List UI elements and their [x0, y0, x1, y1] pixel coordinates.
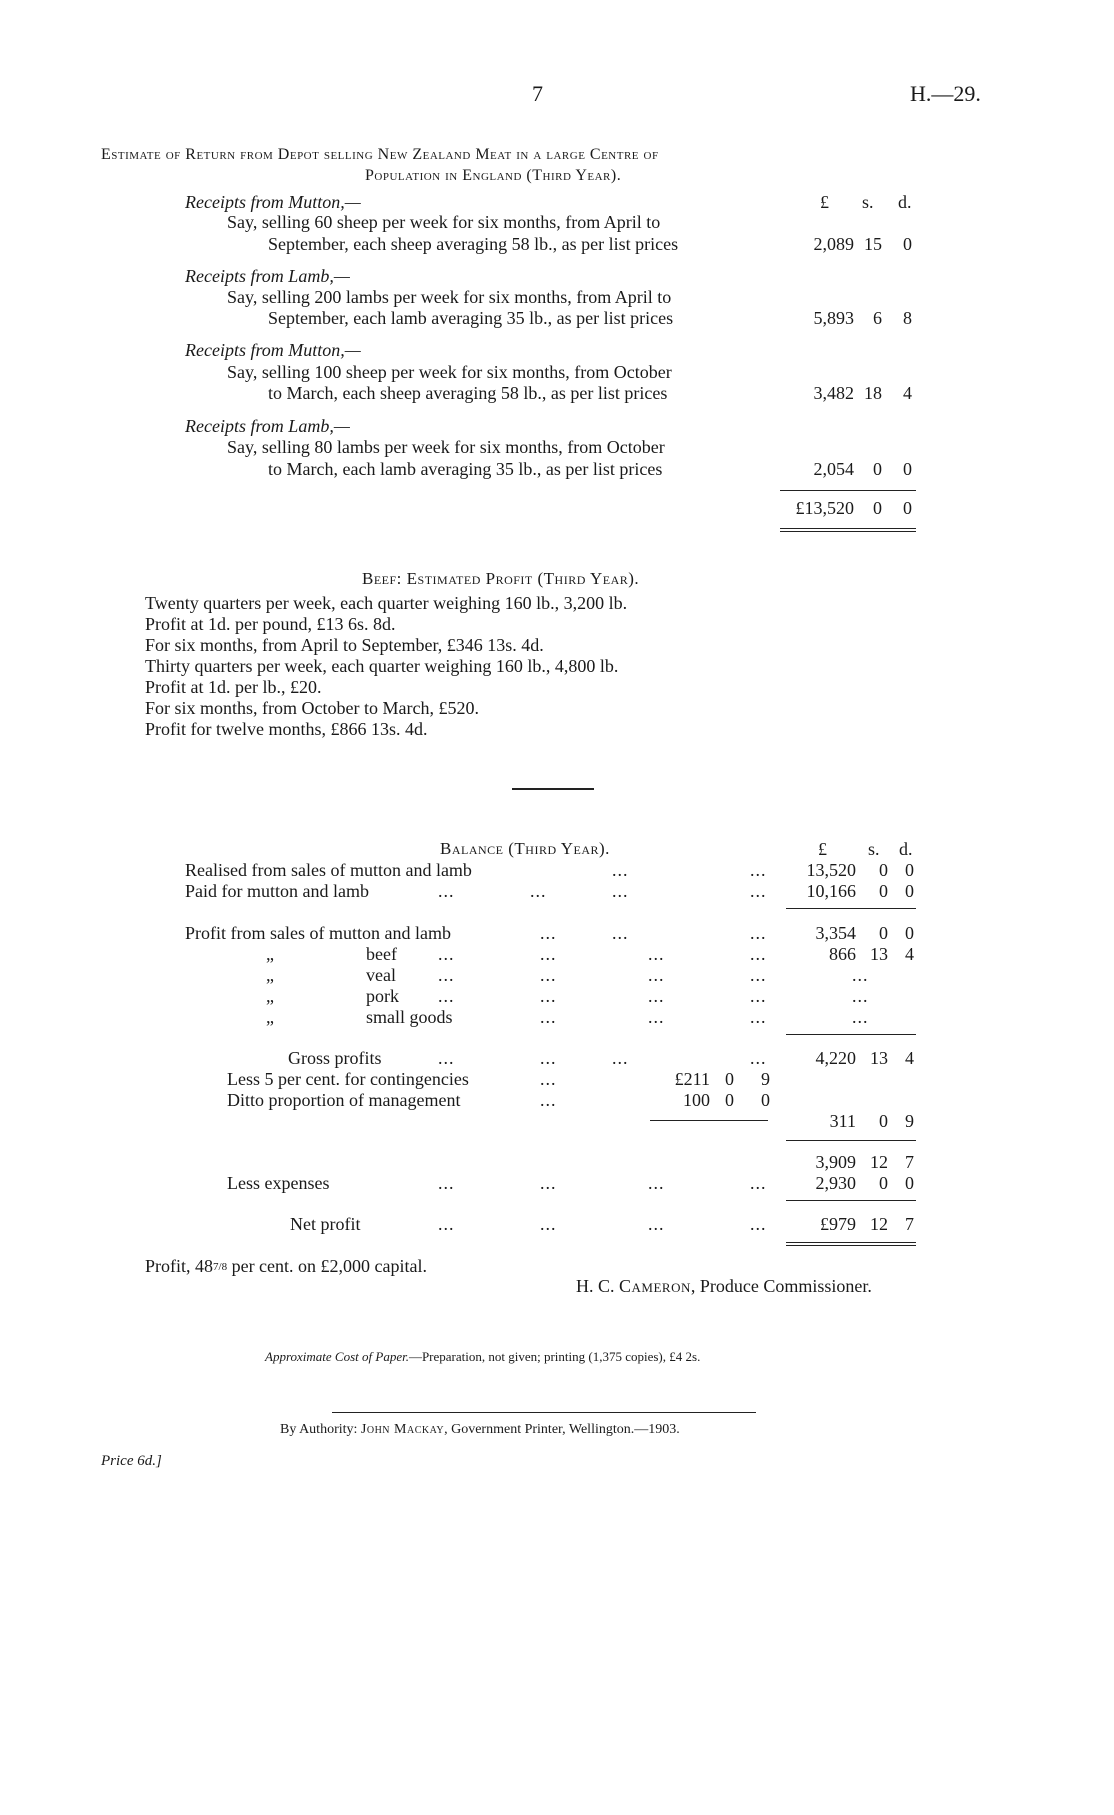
ditto-mark: „: [266, 944, 274, 964]
profit-mutton-lamb-shillings: 0: [879, 923, 888, 943]
pork-value: ...: [852, 986, 869, 1006]
contingencies-pence: 9: [761, 1069, 770, 1089]
section-pence: 4: [903, 383, 912, 403]
contingencies-label: Less 5 per cent. for contingencies: [227, 1069, 469, 1089]
pork-label: pork: [366, 986, 399, 1006]
leader-dots: ...: [750, 923, 767, 943]
beef-line: Twenty quarters per week, each quarter weighing 160 lb., 3,200 lb.: [145, 593, 628, 613]
section-heading: Receipts from Mutton,—: [185, 340, 361, 360]
leader-dots: ...: [530, 881, 547, 901]
beef-line: Profit at 1d. per pound, £13 6s. 8d.: [145, 614, 396, 634]
estimate-total-rule: [780, 490, 916, 491]
leader-dots: ...: [648, 944, 665, 964]
leader-dots: ...: [750, 1048, 767, 1068]
beef-title: Beef: Estimated Profit (Third Year).: [362, 569, 640, 588]
signature-name: Cameron: [619, 1276, 691, 1296]
leader-dots: ...: [750, 986, 767, 1006]
leader-dots: ...: [540, 944, 557, 964]
leader-dots: ...: [612, 1048, 629, 1068]
leader-dots: ...: [540, 965, 557, 985]
beef-line: For six months, from April to September, £346 13s. 4d.: [145, 635, 544, 655]
estimate-total-shillings: 0: [873, 498, 882, 518]
leader-dots: ...: [438, 1214, 455, 1234]
leader-dots: ...: [750, 944, 767, 964]
leader-dots: ...: [438, 965, 455, 985]
management-pounds: 100: [683, 1090, 710, 1110]
estimate-title-line-2: Population in England (Third Year).: [365, 167, 622, 184]
estimate-col-pounds: £: [820, 192, 829, 212]
footer-rule: [332, 1412, 756, 1413]
leader-dots: ...: [750, 965, 767, 985]
section-shillings: 15: [864, 234, 882, 254]
leader-dots: ...: [750, 1007, 767, 1027]
profit-pct-suffix: per cent. on £2,000 capital.: [227, 1256, 428, 1276]
net-profit-pounds: £979: [820, 1214, 856, 1234]
leader-dots: ...: [540, 923, 557, 943]
realised-label: Realised from sales of mutton and lamb: [185, 860, 472, 880]
section-pounds: 3,482: [813, 383, 854, 403]
leader-dots: ...: [612, 881, 629, 901]
subtotal-rule: [786, 908, 916, 909]
leader-dots: ...: [438, 986, 455, 1006]
section-line: Say, selling 60 sheep per week for six months, from April to: [227, 212, 661, 232]
paid-pounds: 10,166: [806, 881, 856, 901]
leader-dots: ...: [750, 881, 767, 901]
section-heading: Receipts from Lamb,—: [185, 266, 350, 286]
leader-dots: ...: [438, 944, 455, 964]
expenses-pounds: 2,930: [815, 1173, 856, 1193]
profit-percentage: [145, 1256, 427, 1277]
contingencies-shillings: 0: [725, 1069, 734, 1089]
paid-shillings: 0: [879, 881, 888, 901]
leader-dots: ...: [540, 1090, 557, 1110]
signature: [576, 1276, 872, 1296]
ditto-mark: „: [266, 986, 274, 1006]
realised-shillings: 0: [879, 860, 888, 880]
section-line: to March, each lamb averaging 35 lb., as per list prices: [268, 459, 663, 479]
leader-dots: ...: [438, 881, 455, 901]
leader-dots: ...: [540, 1048, 557, 1068]
beef-label: beef: [366, 944, 397, 964]
veal-value: ...: [852, 965, 869, 985]
cost-label: Approximate Cost of Paper.: [265, 1349, 409, 1364]
estimate-col-pence: d.: [898, 192, 912, 212]
cost-of-paper: [265, 1347, 700, 1367]
gross-pence: 4: [905, 1048, 914, 1068]
subtotal-shillings: 12: [870, 1152, 888, 1172]
profit-mutton-lamb-pence: 0: [905, 923, 914, 943]
section-pounds: 2,089: [813, 234, 854, 254]
balance-col-pence: d.: [899, 839, 913, 859]
leader-dots: ...: [648, 986, 665, 1006]
realised-pence: 0: [905, 860, 914, 880]
subtotal-rule-2: [786, 1140, 916, 1141]
section-pence: 0: [903, 234, 912, 254]
section-pence: 8: [903, 308, 912, 328]
leader-dots: ...: [540, 986, 557, 1006]
leader-dots: ...: [648, 1173, 665, 1193]
leader-dots: ...: [750, 1173, 767, 1193]
leader-dots: ...: [648, 1007, 665, 1027]
signature-initials: H. C.: [576, 1276, 620, 1296]
gross-rule: [786, 1034, 916, 1035]
estimate-total-pence: 0: [903, 498, 912, 518]
section-pence: 0: [903, 459, 912, 479]
authority-suffix: , Government Printer, Wellington.—1903.: [444, 1422, 680, 1437]
printer-name: John Mackay: [360, 1422, 445, 1437]
estimate-title-line-1: Estimate of Return from Depot selling New Zealand Meat in a large Centre of: [101, 146, 659, 163]
realised-pounds: 13,520: [806, 860, 856, 880]
section-shillings: 6: [873, 308, 882, 328]
estimate-total-pounds: £13,520: [795, 498, 854, 518]
beef-pounds: 866: [829, 944, 856, 964]
leader-dots: ...: [540, 1007, 557, 1027]
expenses-pence: 0: [905, 1173, 914, 1193]
net-rule: [786, 1200, 916, 1201]
deductions-pence: 9: [905, 1111, 914, 1131]
page-number: 7: [532, 81, 543, 106]
management-shillings: 0: [725, 1090, 734, 1110]
leader-dots: ...: [438, 1173, 455, 1193]
section-line: Say, selling 80 lambs per week for six months, from October: [227, 437, 665, 457]
price: Price 6d.]: [101, 1453, 162, 1469]
deductions-shillings: 0: [879, 1111, 888, 1131]
gross-label: Gross profits: [288, 1048, 382, 1068]
beef-shillings: 13: [870, 944, 888, 964]
balance-col-pounds: £: [818, 839, 827, 859]
deductions-pounds: 311: [829, 1111, 856, 1131]
section-line: September, each sheep averaging 58 lb., as per list prices: [268, 234, 679, 254]
profit-pct-prefix: Profit, 48: [145, 1256, 214, 1276]
leader-dots: ...: [540, 1069, 557, 1089]
profit-mutton-lamb-label: Profit from sales of mutton and lamb: [185, 923, 451, 943]
gross-pounds: 4,220: [815, 1048, 856, 1068]
profit-mutton-lamb-pounds: 3,354: [815, 923, 856, 943]
paid-label: Paid for mutton and lamb: [185, 881, 369, 901]
ditto-mark: „: [266, 965, 274, 985]
leader-dots: ...: [540, 1173, 557, 1193]
authority-prefix: By Authority:: [280, 1422, 361, 1437]
leader-dots: ...: [750, 1214, 767, 1234]
net-profit-double-rule: [786, 1242, 916, 1246]
management-label: Ditto proportion of management: [227, 1090, 461, 1110]
balance-title: Balance (Third Year).: [440, 839, 610, 858]
expenses-label: Less expenses: [227, 1173, 330, 1193]
expenses-shillings: 0: [879, 1173, 888, 1193]
subtotal-pounds: 3,909: [815, 1152, 856, 1172]
leader-dots: ...: [750, 860, 767, 880]
beef-line: For six months, from October to March, £520.: [145, 698, 479, 718]
leader-dots: ...: [612, 923, 629, 943]
beef-pence: 4: [905, 944, 914, 964]
estimate-col-shillings: s.: [862, 192, 874, 212]
leader-dots: ...: [540, 1214, 557, 1234]
section-heading: Receipts from Mutton,—: [185, 192, 361, 212]
section-line: Say, selling 200 lambs per week for six months, from April to: [227, 287, 672, 307]
net-profit-label: Net profit: [290, 1214, 361, 1234]
small-goods-label: small goods: [366, 1007, 453, 1027]
section-line: Say, selling 100 sheep per week for six months, from October: [227, 362, 672, 382]
document-reference: H.—29.: [910, 81, 981, 106]
estimate-total-double-rule: [780, 528, 916, 532]
balance-col-shillings: s.: [868, 839, 880, 859]
section-pounds: 5,893: [813, 308, 854, 328]
cost-text: —Preparation, not given; printing (1,375 copies), £4 2s.: [408, 1349, 701, 1364]
section-shillings: 0: [873, 459, 882, 479]
profit-pct-fraction: 7/8: [213, 1261, 228, 1273]
contingencies-pounds: £211: [674, 1069, 710, 1089]
leader-dots: ...: [438, 1048, 455, 1068]
ditto-mark: „: [266, 1007, 274, 1027]
section-shillings: 18: [864, 383, 882, 403]
section-heading: Receipts from Lamb,—: [185, 416, 350, 436]
beef-line: Thirty quarters per week, each quarter weighing 160 lb., 4,800 lb.: [145, 656, 619, 676]
net-profit-shillings: 12: [870, 1214, 888, 1234]
paid-pence: 0: [905, 881, 914, 901]
section-line: to March, each sheep averaging 58 lb., as per list prices: [268, 383, 668, 403]
small-goods-value: ...: [852, 1007, 869, 1027]
leader-dots: ...: [612, 860, 629, 880]
beef-line: Profit for twelve months, £866 13s. 4d.: [145, 719, 428, 739]
section-divider: [512, 788, 594, 790]
veal-label: veal: [366, 965, 396, 985]
leader-dots: ...: [648, 1214, 665, 1234]
section-pounds: 2,054: [813, 459, 854, 479]
management-pence: 0: [761, 1090, 770, 1110]
section-line: September, each lamb averaging 35 lb., as per list prices: [268, 308, 674, 328]
net-profit-pence: 7: [905, 1214, 914, 1234]
gross-shillings: 13: [870, 1048, 888, 1068]
beef-line: Profit at 1d. per lb., £20.: [145, 677, 322, 697]
leader-dots: ...: [648, 965, 665, 985]
subtotal-pence: 7: [905, 1152, 914, 1172]
signature-title: , Produce Commissioner.: [690, 1276, 872, 1296]
authority-line: [280, 1420, 680, 1440]
deductions-rule: [650, 1120, 768, 1121]
